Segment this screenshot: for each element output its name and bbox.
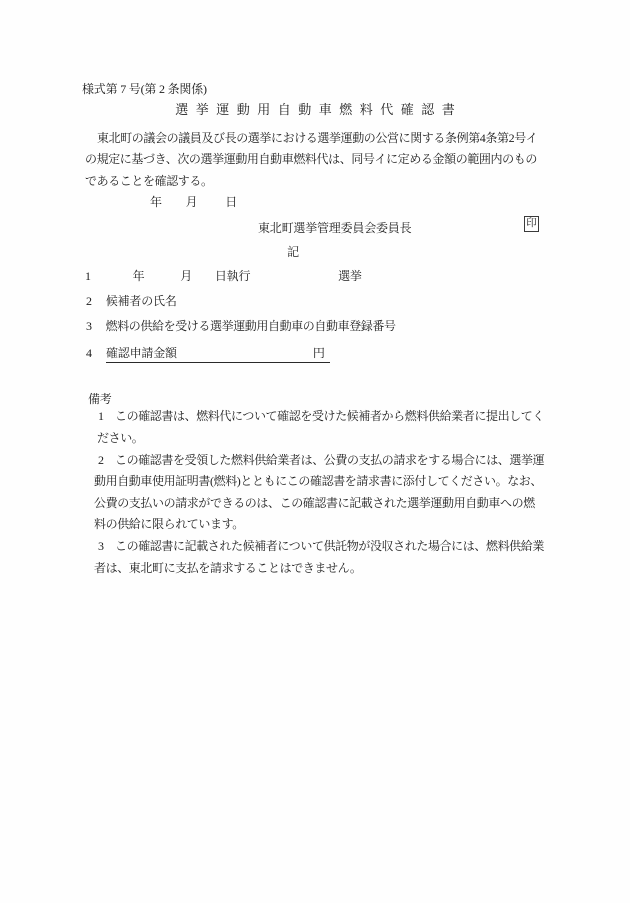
item-1-number: 1: [85, 269, 91, 283]
remark-2-line-2: 動用自動車使用証明書(燃料)とともにこの確認書を請求書に添付してください。なお、: [94, 474, 542, 488]
date-line: [85, 195, 237, 209]
remark-3-number: 3: [98, 539, 104, 553]
seal-mark: 印: [524, 216, 539, 232]
item-3-text: 燃料の供給を受ける選挙運動用自動車の自動車登録番号: [105, 319, 396, 333]
remark-2-number: 2: [98, 453, 104, 467]
item-4: [86, 346, 330, 363]
remark-1-text-1: この確認書は、燃料代について確認を受けた候補者から燃料供給業者に提出してく: [115, 409, 544, 423]
item-1: [85, 269, 362, 283]
remark-2-line-3: 公費の支払いの請求ができるのは、この確認書に記載された選挙運動用自動車への燃: [94, 496, 535, 510]
amount-fill-in-field: [106, 346, 330, 363]
document-title: 選挙運動用自動車燃料代確認書: [175, 102, 463, 117]
item-2-number: 2: [86, 294, 92, 308]
item-3-number: 3: [86, 319, 92, 333]
date-year-label: 年: [150, 195, 162, 209]
item-1-election-label: 選挙: [338, 269, 362, 283]
remark-2-line-1: [98, 453, 544, 467]
remark-1-line-2: ださい。: [97, 431, 144, 445]
ki-label: 記: [287, 245, 299, 259]
remark-3-line-2: 者は、東北町に支払を請求することはできません。: [94, 561, 362, 575]
item-1-year-label: 年: [132, 269, 145, 283]
remark-2-text-1: この確認書を受領した燃料供給業者は、公費の支払の請求をする場合には、選挙運: [115, 453, 545, 467]
date-month-label: 月: [185, 195, 198, 209]
remark-3-line-1: [98, 539, 544, 553]
item-4-label: 確認申請金額: [106, 346, 177, 360]
item-2-text: 候補者の氏名: [105, 294, 177, 308]
issuer-name: 東北町選挙管理委員会委員長: [258, 221, 412, 235]
form-number: 様式第 7 号(第 2 条関係): [82, 82, 207, 96]
remark-3-text-1: この確認書に記載された候補者について供託物が没収された場合には、燃料供給業: [115, 539, 544, 553]
item-1-day-exec-label: 日執行: [214, 269, 251, 283]
remarks-heading: 備考: [88, 392, 112, 406]
remark-1-line-1: [98, 409, 544, 423]
item-2: [86, 294, 177, 308]
paragraph-line-2: の規定に基づき、次の選挙運動用自動車燃料代は、同号イに定める金額の範囲内のもの: [85, 152, 537, 166]
paragraph-line-3: であることを確認する。: [85, 174, 213, 188]
item-1-month-label: 月: [180, 269, 193, 283]
remark-1-number: 1: [98, 409, 104, 423]
paragraph-line-1: 東北町の議会の議員及び長の選挙における選挙運動の公営に関する条例第4条第2号イ: [97, 131, 538, 145]
item-4-number: 4: [86, 346, 92, 360]
date-day-label: 日: [225, 195, 238, 209]
item-3: [86, 319, 396, 333]
remark-2-line-4: 料の供給に限られています。: [94, 517, 244, 531]
item-4-unit: 円: [312, 346, 325, 360]
